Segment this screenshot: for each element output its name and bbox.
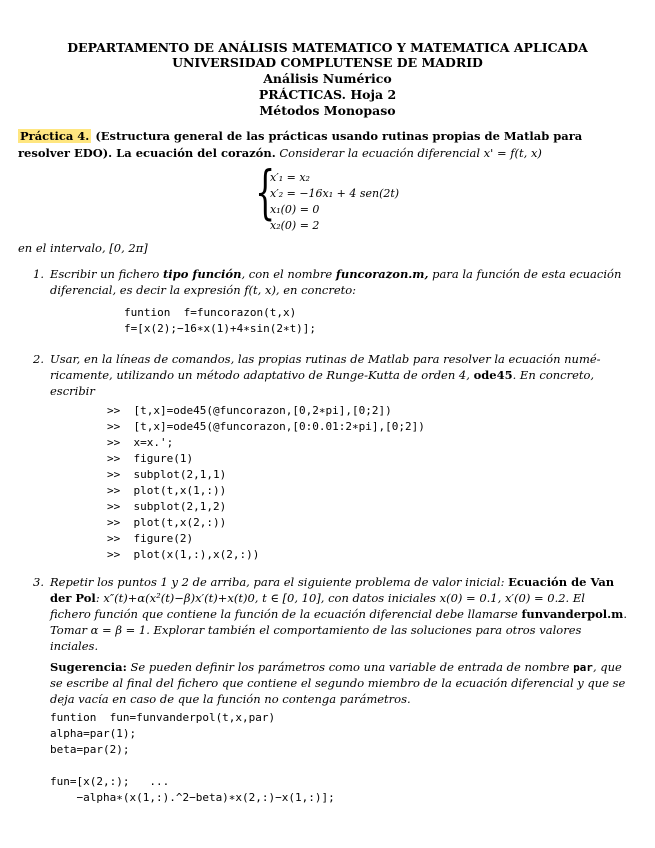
item2-code-line7: >> subplot(2,1,2) bbox=[107, 500, 227, 513]
practica-title-b: resolver EDO). La ecuación del corazón. bbox=[18, 146, 276, 160]
sheet-heading: PRÁCTICAS. Hoja 2 bbox=[258, 87, 397, 102]
item2-number: 2. bbox=[33, 352, 44, 366]
item3-code-line6: −alpha∗(x(1,:).^2−beta)∗x(2,:)−x(1,:)]; bbox=[50, 791, 335, 804]
suggestion-text-1a: Se pueden definir los parámetros como una variable de entrada de nombre bbox=[126, 660, 574, 674]
item3-code-line5: fun=[x(2,:); ... bbox=[50, 775, 170, 788]
item3-code-line1: funtion fun=funvanderpol(t,x,par) bbox=[50, 711, 276, 724]
topic-heading: Métodos Monopaso bbox=[259, 103, 396, 118]
item1-line2: diferencial, es decir la expresión f(t, x), en concreto: bbox=[50, 283, 357, 297]
practica-title-a: (Estructura general de las prácticas usando rutinas propias de Matlab para bbox=[91, 129, 583, 143]
item3-code-line2: alpha=par(1); bbox=[50, 727, 137, 740]
item3-filename: funvanderpol.m bbox=[521, 607, 624, 621]
system-brace: { bbox=[255, 158, 276, 226]
suggestion-text-1c: , que bbox=[592, 660, 622, 674]
item2-code-line6: >> plot(t,x(1,:)) bbox=[107, 484, 227, 497]
practica-intro: Considerar la ecuación diferencial x' = f(t, x) bbox=[275, 146, 542, 160]
equation-2: x′₂ = −16x₁ + 4 sen(2t) bbox=[270, 187, 400, 200]
item2-text-a: ricamente, utilizando un método adaptativo de Runge-Kutta de orden 4, bbox=[50, 368, 474, 382]
item3-bold-1b: Ecuación de Van bbox=[508, 575, 615, 589]
item1-text-b: , con el nombre bbox=[241, 267, 336, 281]
item1-number: 1. bbox=[33, 267, 44, 281]
item2-line1: Usar, en la líneas de comandos, las propias rutinas de Matlab para resolver la ecuación numé- bbox=[50, 352, 601, 366]
course-heading: Análisis Numérico bbox=[263, 71, 392, 86]
item2-code-line1: >> [t,x]=ode45(@funcorazon,[0,2∗pi],[0;2]) bbox=[107, 404, 392, 417]
item1-bold-b: funcorazon.m, bbox=[335, 267, 429, 281]
practica-title-line1 bbox=[18, 128, 582, 144]
item2-code-line5: >> subplot(2,1,1) bbox=[107, 468, 227, 481]
department-heading: DEPARTAMENTO DE ANÁLISIS MATEMATICO Y MATEMATICA APLICADA bbox=[67, 40, 588, 55]
item3-line5: inciales. bbox=[50, 639, 99, 653]
item3-code-line3: beta=par(2); bbox=[50, 743, 130, 756]
practica-label: Práctica 4. bbox=[20, 129, 90, 143]
item3-text-2b: : x″(t)+α(x²(t)−β)x′(t)+x(t)0, t ∈ [0, 10], con datos iniciales x(0) = 0.1, x′(0) = 0.2. El bbox=[95, 591, 585, 605]
suggestion-line3: deja vacía en caso de que la función no contenga parámetros. bbox=[50, 692, 411, 706]
item2-ode45: ode45 bbox=[473, 368, 513, 382]
item3-text-3c: . bbox=[623, 607, 627, 621]
item2-line3: escribir bbox=[50, 384, 95, 398]
item2-code-line3: >> x=x.'; bbox=[107, 436, 174, 449]
item3-text-1a: Repetir los puntos 1 y 2 de arriba, para el siguiente problema de valor inicial: bbox=[50, 575, 509, 589]
item1-bold-a: tipo función bbox=[162, 267, 242, 281]
item2-code-line8: >> plot(t,x(2,:)) bbox=[107, 516, 227, 529]
item3-line1 bbox=[50, 574, 614, 590]
item3-line3 bbox=[50, 606, 627, 622]
suggestion-line1 bbox=[50, 659, 622, 676]
item2-code-line10: >> plot(x(1,:),x(2,:)) bbox=[107, 548, 260, 561]
item2-code-line2: >> [t,x]=ode45(@funcorazon,[0:0.01:2∗pi],[0;2]) bbox=[107, 420, 425, 433]
item3-number: 3. bbox=[33, 575, 44, 589]
item1-line1 bbox=[50, 266, 621, 282]
item3-line2 bbox=[50, 590, 585, 606]
item3-bold-2a: der Pol bbox=[50, 591, 96, 605]
item2-code-line9: >> figure(2) bbox=[107, 532, 194, 545]
equation-4: x₂(0) = 2 bbox=[270, 219, 320, 232]
item1-code-line1: funtion f=funcorazon(t,x) bbox=[124, 306, 297, 319]
equation-1: x′₁ = x₂ bbox=[270, 171, 310, 184]
suggestion-line2: se escribe al final del fichero que contiene el segundo miembro de la ecuación diferencial y que se bbox=[50, 676, 626, 690]
item1-text-c: para la función de esta ecuación bbox=[428, 267, 622, 281]
practica-title-line2 bbox=[18, 145, 542, 161]
item1-text-a: Escribir un fichero bbox=[50, 267, 163, 281]
item2-code-line4: >> figure(1) bbox=[107, 452, 194, 465]
university-heading: UNIVERSIDAD COMPLUTENSE DE MADRID bbox=[172, 55, 483, 70]
suggestion-label: Sugerencia: bbox=[50, 660, 127, 674]
item2-line2 bbox=[50, 367, 594, 383]
item2-text-c: . En concreto, bbox=[512, 368, 595, 382]
interval-text: en el intervalo, [0, 2π] bbox=[18, 241, 148, 255]
item3-text-3a: fichero función que contiene la función de la ecuación diferencial debe llamarse bbox=[50, 607, 522, 621]
equation-3: x₁(0) = 0 bbox=[270, 203, 320, 216]
item1-code-line2: f=[x(2);−16∗x(1)+4∗sin(2∗t)]; bbox=[124, 322, 317, 335]
suggestion-par: par bbox=[573, 661, 593, 674]
item3-line4: Tomar α = β = 1. Explorar también el comportamiento de las soluciones para otros valores bbox=[50, 623, 582, 637]
